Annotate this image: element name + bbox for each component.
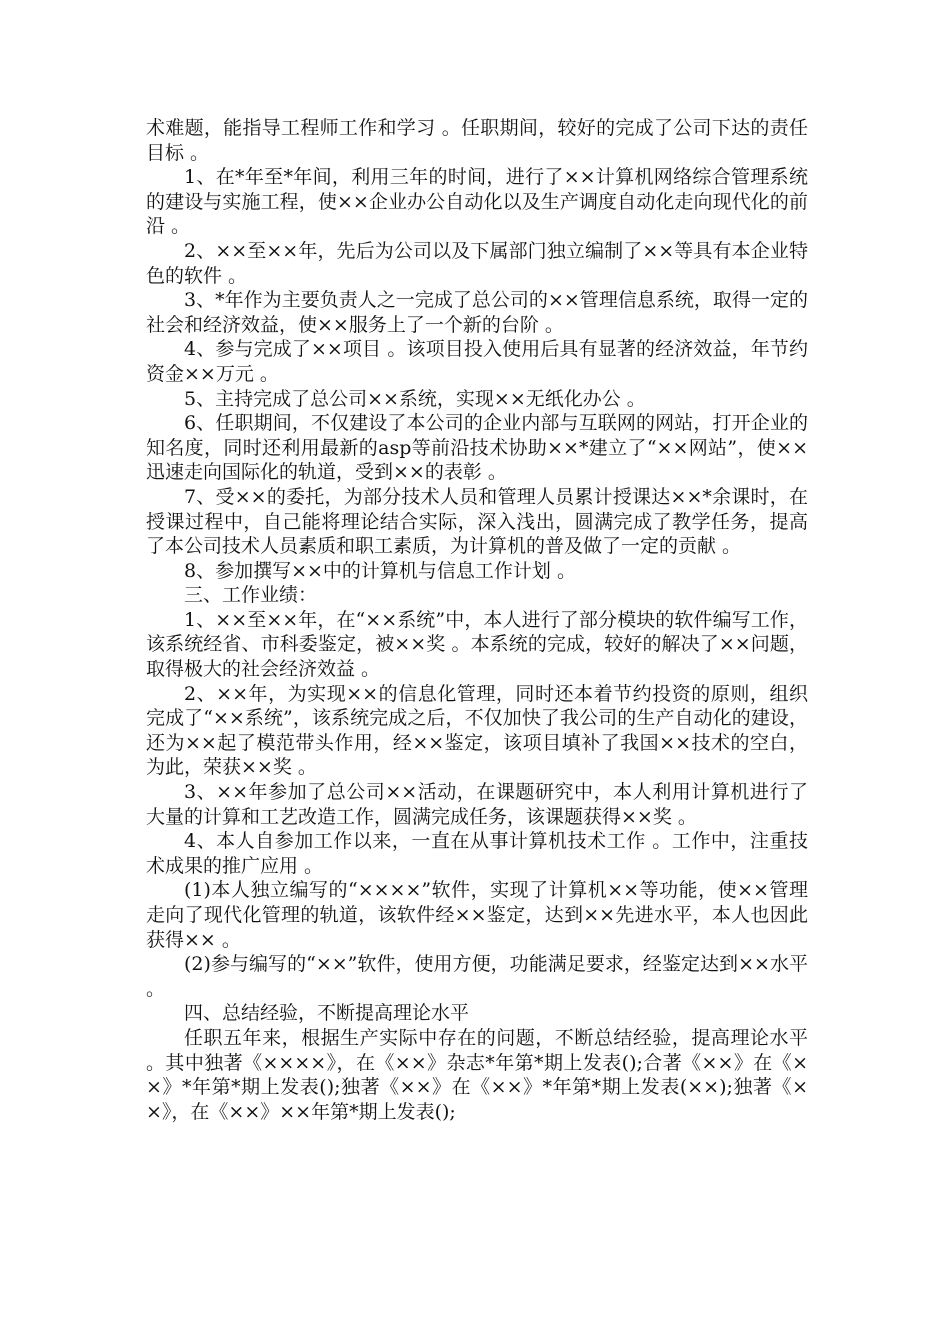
paragraph-continuation: 术难题，能指导工程师工作和学习 。任职期间，较好的完成了公司下达的责任目标 。 [146, 117, 808, 164]
paragraph-item-6: 6、任职期间，不仅建设了本公司的企业内部与互联网的网站，打开企业的知名度，同时还利用最新的asp等前沿技术协助××*建立了“××网站”，使××迅速走向国际化的轨道，受到××的表彰 。 [146, 412, 808, 484]
paragraph-item-2: 2、××至××年，先后为公司以及下属部门独立编制了××等具有本企业特色的软件 。 [146, 239, 808, 287]
paragraph-item-5: 5、主持完成了总公司××系统，实现××无纸化办公 。 [184, 387, 646, 410]
paragraph-subitem-1: (1)本人独立编写的“××××”软件，实现了计算机××等功能，使××管理走向了现代化管理的轨道，该软件经××鉴定，达到××先进水平，本人也因此获得×× 。 [146, 879, 808, 951]
paragraph-item-4: 4、参与完成了××项目 。该项目投入使用后具有显著的经济效益，年节约资金××万元 。 [146, 338, 808, 385]
paragraph-item-3: 3、*年作为主要负责人之一完成了总公司的××管理信息系统，取得一定的社会和经济效益，使××服务上了一个新的台阶 。 [146, 289, 808, 336]
paragraph-item-1: 1、在*年至*年间，利用三年的时间，进行了××计算机网络综合管理系统的建设与实施工程，使××企业办公自动化以及生产调度自动化走向现代化的前沿 。 [146, 166, 808, 238]
paragraph-item-7: 7、受××的委托，为部分技术人员和管理人员累计授课达××*余课时，在授课过程中，自己能将理论结合实际，深入浅出，圆满完成了教学任务，提高了本公司技术人员素质和职工素质，为计算机的普及做了一定的贡献 。 [146, 485, 808, 558]
paragraph-subitem-2: (2)参与编写的“××”软件，使用方便，功能满足要求，经鉴定达到××水平 。 [146, 953, 808, 1000]
paragraph-achievement-2: 2、××年，为实现××的信息化管理，同时还本着节约投资的原则，组织完成了“××系统”，该系统完成之后，不仅加快了我公司的生产自动化的建设，还为××起了模范带头作用，经××鉴定，该项目填补了我国××技术的空白，为此，荣获××奖 。 [146, 682, 808, 779]
section-heading-summary: 四、总结经验，不断提高理论水平 [184, 1002, 470, 1025]
document-body [146, 116, 808, 1124]
paragraph-summary: 任职五年来，根据生产实际中存在的问题，不断总结经验，提高理论水平 。其中独著《××××》，在《××》杂志*年第*期上发表();合著《××》在《××》*年第*期上发表();独著《××》在《××》*年第*期上发表(××);独著《××》，在《××》××年第*期上发表(); [146, 1026, 808, 1123]
paragraph-item-8: 8、参加撰写××中的计算机与信息工作计划 。 [184, 559, 576, 582]
section-heading-work-achievements: 三、工作业绩： [184, 584, 318, 607]
paragraph-achievement-4: 4、本人自参加工作以来，一直在从事计算机技术工作 。工作中，注重技术成果的推广应用 。 [146, 830, 808, 877]
paragraph-achievement-3: 3、××年参加了总公司××活动，在课题研究中，本人利用计算机进行了大量的计算和工艺改造工作，圆满完成任务，该课题获得××奖 。 [146, 781, 808, 828]
paragraph-achievement-1: 1、××至××年，在“××系统”中，本人进行了部分模块的软件编写工作，该系统经省、市科委鉴定，被××奖 。本系统的完成，较好的解决了××问题，取得极大的社会经济效益 。 [146, 608, 808, 681]
